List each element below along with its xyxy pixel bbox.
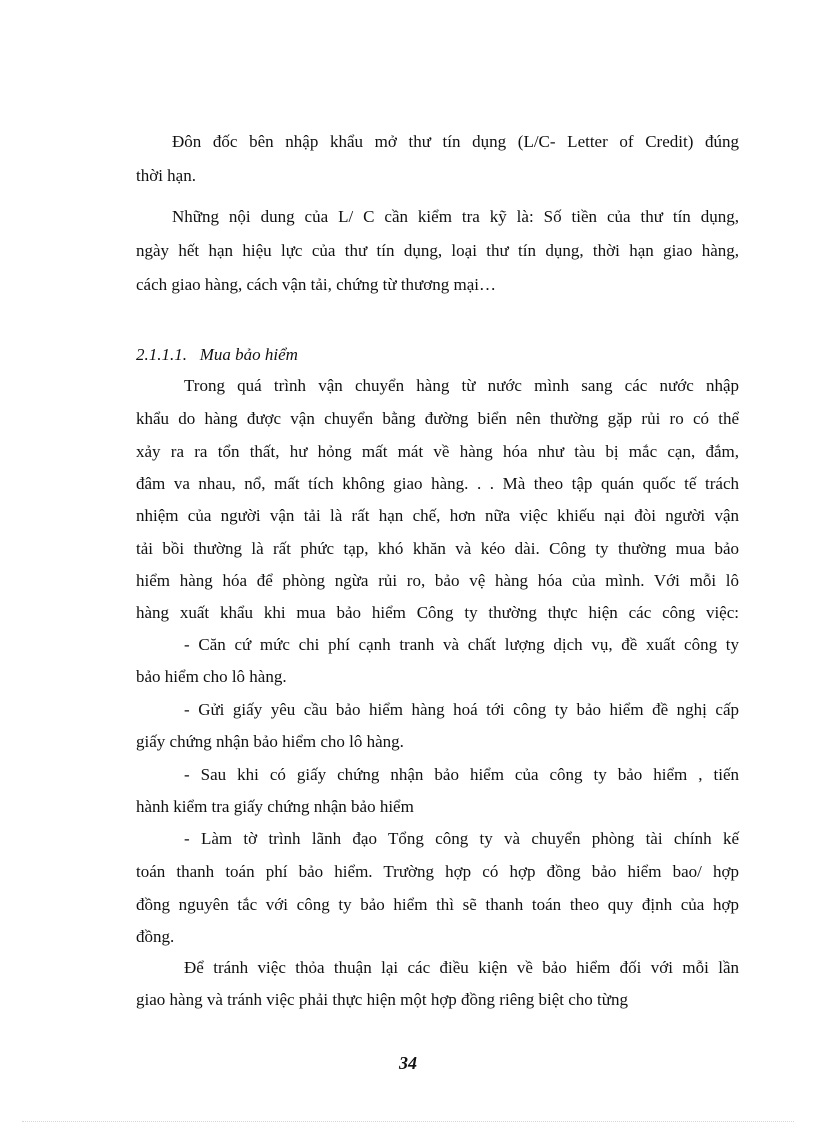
text-line: Đôn đốc bên nhập khẩu mở thư tín dụng (L/C- Letter of Credit) đúng	[172, 132, 739, 151]
text-line: hành kiểm tra giấy chứng nhận bảo hiểm	[136, 797, 414, 816]
text-line: - Làm tờ trình lãnh đạo Tổng công ty và chuyển phòng tài chính kế	[184, 829, 739, 848]
text-line: bảo hiểm cho lô hàng.	[136, 667, 287, 686]
text-line: - Gửi giấy yêu cầu bảo hiểm hàng hoá tới công ty bảo hiểm đề nghị cấp	[184, 700, 739, 719]
text-line: toán thanh toán phí bảo hiểm. Trường hợp có hợp đồng bảo hiểm bao/ hợp	[136, 862, 739, 881]
text-line: đồng nguyên tắc với công ty bảo hiểm thì sẽ thanh toán theo quy định của hợp	[136, 895, 739, 914]
text-line: thời hạn.	[136, 166, 196, 185]
page-number: 34	[399, 1053, 417, 1073]
text-line: xảy ra ra tổn thất, hư hỏng mất mát về hàng hóa như tàu bị mắc cạn, đắm,	[136, 442, 739, 461]
text-line: đâm va nhau, nổ, mất tích không giao hàng. . . Mà theo tập quán quốc tế trách	[136, 474, 739, 493]
text-line: giấy chứng nhận bảo hiểm cho lô hàng.	[136, 732, 404, 751]
text-line: ngày hết hạn hiệu lực của thư tín dụng, loại thư tín dụng, thời hạn giao hàng,	[136, 241, 739, 260]
footer-divider	[22, 1121, 794, 1122]
text-line: Những nội dung của L/ C cần kiểm tra kỹ là: Số tiền của thư tín dụng,	[172, 207, 739, 226]
text-line: - Căn cứ mức chi phí cạnh tranh và chất lượng dịch vụ, đề xuất công ty	[184, 635, 739, 654]
text-line: hàng xuất khẩu khi mua bảo hiểm Công ty thường thực hiện các công việc:	[136, 603, 739, 622]
text-line: đồng.	[136, 927, 175, 946]
section-heading: 2.1.1.1. Mua bảo hiểm	[136, 345, 298, 364]
text-line: nhiệm của người vận tải là rất hạn chế, hơn nữa việc khiếu nại đòi người vận	[136, 506, 739, 525]
text-line: - Sau khi có giấy chứng nhận bảo hiểm của công ty bảo hiểm , tiến	[184, 765, 739, 784]
text-line: Trong quá trình vận chuyển hàng từ nước mình sang các nước nhập	[184, 376, 739, 395]
text-line: cách giao hàng, cách vận tải, chứng từ thương mại…	[136, 275, 496, 294]
text-line: khẩu do hàng được vận chuyển bằng đường biển nên thường gặp rủi ro có thể	[136, 409, 739, 428]
text-line: Để tránh việc thỏa thuận lại các điều kiện về bảo hiểm đối với mỗi lần	[184, 958, 739, 977]
text-line: hiểm hàng hóa để phòng ngừa rủi ro, bảo vệ hàng hóa của mình. Với mỗi lô	[136, 571, 739, 590]
text-line: tải bồi thường là rất phức tạp, khó khăn và kéo dài. Công ty thường mua bảo	[136, 539, 739, 558]
text-line: giao hàng và tránh việc phải thực hiện một hợp đồng riêng biệt cho từng	[136, 990, 628, 1009]
